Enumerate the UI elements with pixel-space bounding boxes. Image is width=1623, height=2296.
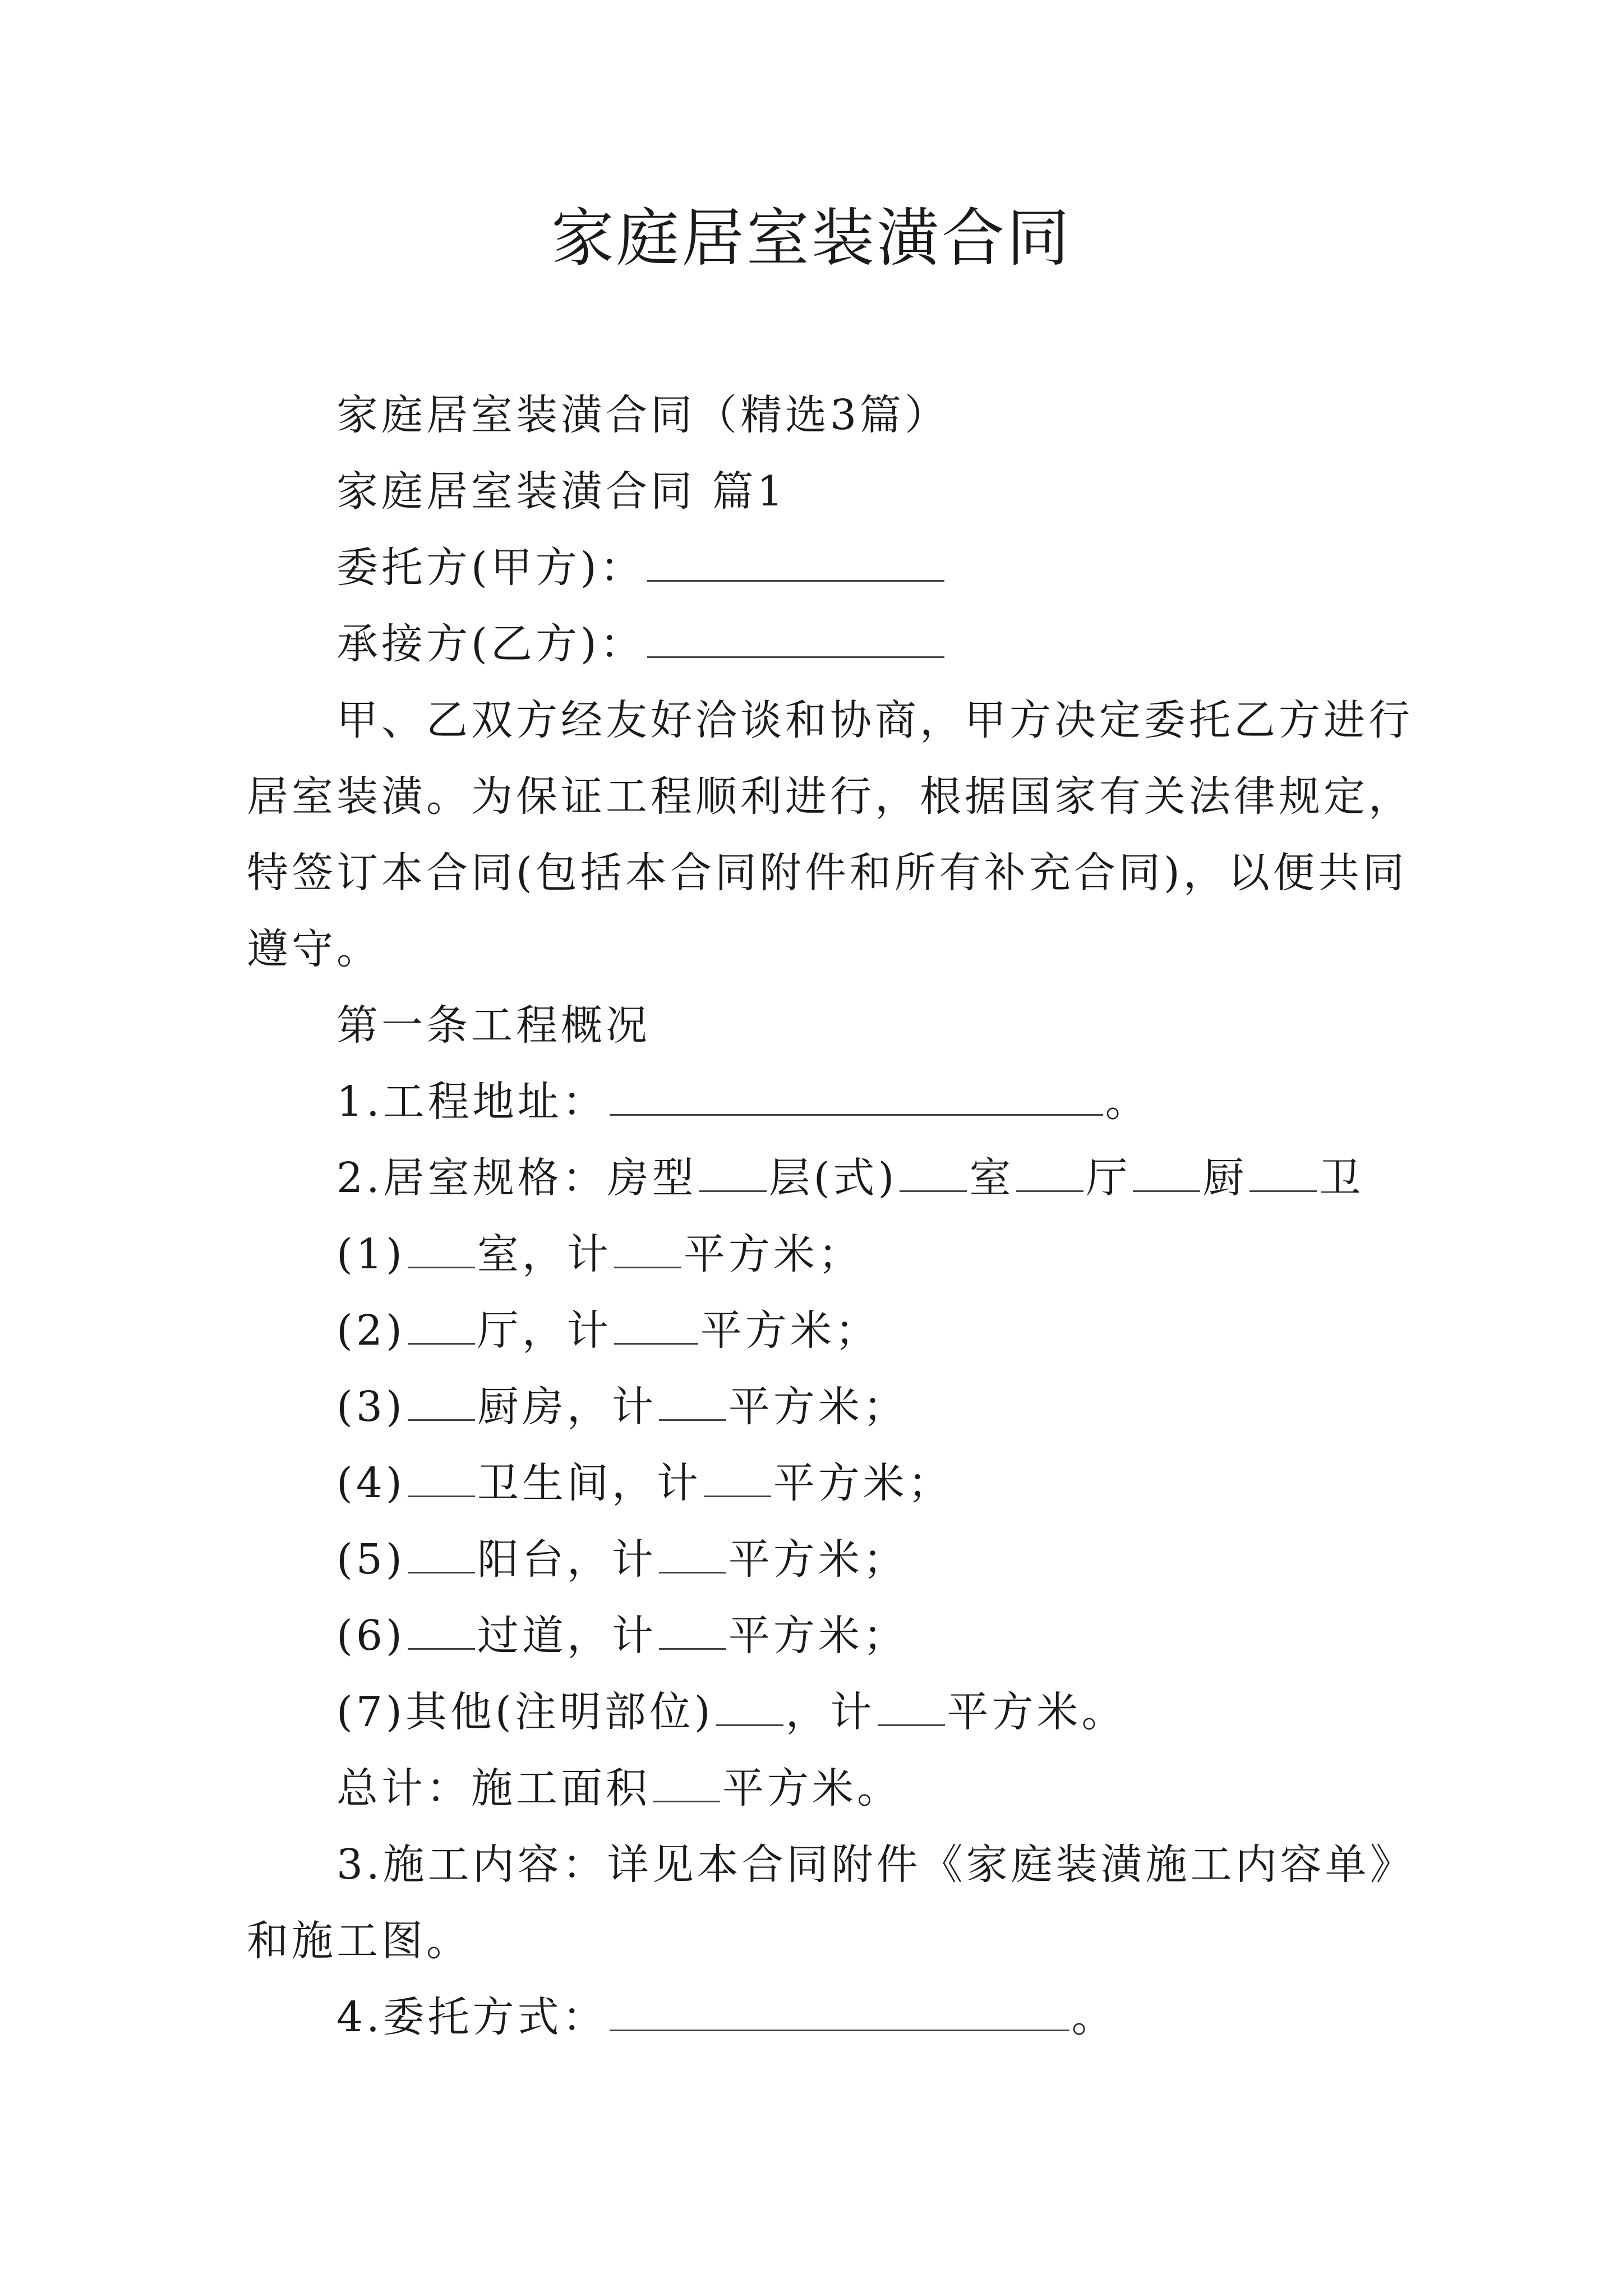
- room-name: 厅，计: [477, 1306, 612, 1355]
- subtitle: 家庭居室装潢合同（精选3篇）: [336, 391, 950, 439]
- room-count-blank: [408, 1613, 475, 1650]
- hall-count-blank: [1016, 1156, 1083, 1192]
- room-prefix: (1): [336, 1230, 405, 1278]
- item-2-specs: [336, 1150, 1364, 1206]
- room-area-blank: [614, 1232, 681, 1268]
- room-line-other: [336, 1684, 1127, 1740]
- item-1-address: [336, 1074, 1150, 1130]
- party-b-blank: [647, 622, 944, 658]
- total-area-blank: [653, 1766, 720, 1802]
- room-other-area-blank: [878, 1690, 945, 1726]
- bath-count-blank: [1249, 1156, 1317, 1192]
- room-count-blank: [408, 1384, 475, 1421]
- party-a-blank: [647, 545, 944, 582]
- room-prefix: (3): [336, 1383, 405, 1431]
- room-unit: 平方米；: [728, 1612, 908, 1660]
- room-name: 室，计: [477, 1230, 612, 1278]
- room-line: [336, 1226, 863, 1282]
- room-area-blank: [704, 1461, 771, 1497]
- item-2-text-floor: 层(式): [768, 1154, 898, 1202]
- item-2-text-bath: 卫: [1319, 1154, 1364, 1202]
- room-unit: 平方米；: [683, 1230, 863, 1278]
- intro-line-1: 甲、乙双方经友好洽谈和协商，甲方决定委托乙方进行: [336, 696, 1413, 744]
- total-unit: 平方米。: [722, 1764, 902, 1812]
- room-area-blank: [659, 1384, 726, 1421]
- party-b-label: 承接方(乙方)：: [336, 620, 645, 668]
- intro-line-4: 遵守。: [247, 925, 381, 973]
- room-name: 厨房，计: [477, 1383, 657, 1431]
- room-name: 卫生间，计: [477, 1459, 702, 1507]
- room-line: [336, 1531, 908, 1588]
- item-1-label: 1.工程地址：: [336, 1078, 607, 1126]
- room-area-blank: [614, 1308, 698, 1345]
- room-prefix: (5): [336, 1535, 405, 1584]
- item-4-end: 。: [1071, 1993, 1117, 2041]
- room-count-blank: [900, 1156, 967, 1192]
- address-blank: [610, 1079, 1103, 1116]
- room-unit: 平方米；: [773, 1459, 953, 1507]
- room-count-blank: [408, 1232, 475, 1268]
- item-2-text-room: 室: [969, 1154, 1015, 1202]
- intro-line-2: 居室装潢。为保证工程顺利进行，根据国家有关法律规定，: [247, 772, 1413, 821]
- room-name: 过道，计: [477, 1612, 657, 1660]
- room-unit: 平方米；: [700, 1306, 880, 1355]
- item-4-commission: [336, 1989, 1117, 2045]
- room-unit: 平方米；: [728, 1383, 908, 1431]
- item-4-label: 4.委托方式：: [336, 1993, 607, 2041]
- room-line: [336, 1303, 880, 1359]
- party-a-line: [336, 540, 947, 596]
- article-1-heading: 第一条工程概况: [336, 1001, 651, 1050]
- room-count-blank: [408, 1461, 475, 1497]
- room-other-location-blank: [716, 1690, 783, 1726]
- room-other-unit: 平方米。: [947, 1688, 1127, 1736]
- item-3-line-2: 和施工图。: [247, 1917, 471, 1965]
- room-line: [336, 1455, 953, 1511]
- room-other-mid: ，计: [785, 1688, 875, 1736]
- room-count-blank: [408, 1537, 475, 1573]
- intro-line-3: 特签订本合同(包括本合同附件和所有补充合同)，以便共同: [247, 849, 1408, 897]
- item-1-end: 。: [1105, 1078, 1150, 1126]
- room-prefix: (2): [336, 1306, 405, 1355]
- room-other-prefix: (7)其他(注明部位): [336, 1688, 714, 1736]
- room-area-blank: [659, 1613, 726, 1650]
- room-count-blank: [408, 1308, 475, 1345]
- room-prefix: (4): [336, 1459, 405, 1507]
- room-area-blank: [659, 1537, 726, 1573]
- party-b-line: [336, 616, 947, 672]
- room-unit: 平方米；: [728, 1535, 908, 1584]
- room-prefix: (6): [336, 1612, 405, 1660]
- item-2-text-hall: 厅: [1086, 1154, 1131, 1202]
- total-label: 总计：施工面积: [336, 1764, 651, 1812]
- party-a-label: 委托方(甲方)：: [336, 544, 645, 592]
- room-line: [336, 1608, 908, 1664]
- item-2-text-kitchen: 厨: [1202, 1154, 1248, 1202]
- floor-blank: [699, 1156, 767, 1192]
- item-2-label: 2.居室规格：房型: [336, 1154, 697, 1202]
- kitchen-count-blank: [1133, 1156, 1200, 1192]
- item-3-line-1: 3.施工内容：详见本合同附件《家庭装潢施工内容单》: [336, 1841, 1415, 1889]
- room-line: [336, 1379, 908, 1435]
- commission-blank: [610, 1995, 1069, 2031]
- section-heading: 家庭居室装潢合同 篇1: [336, 467, 787, 516]
- total-area-line: [336, 1760, 902, 1816]
- room-name: 阳台，计: [477, 1535, 657, 1584]
- document-title: 家庭居室装潢合同: [551, 202, 1072, 275]
